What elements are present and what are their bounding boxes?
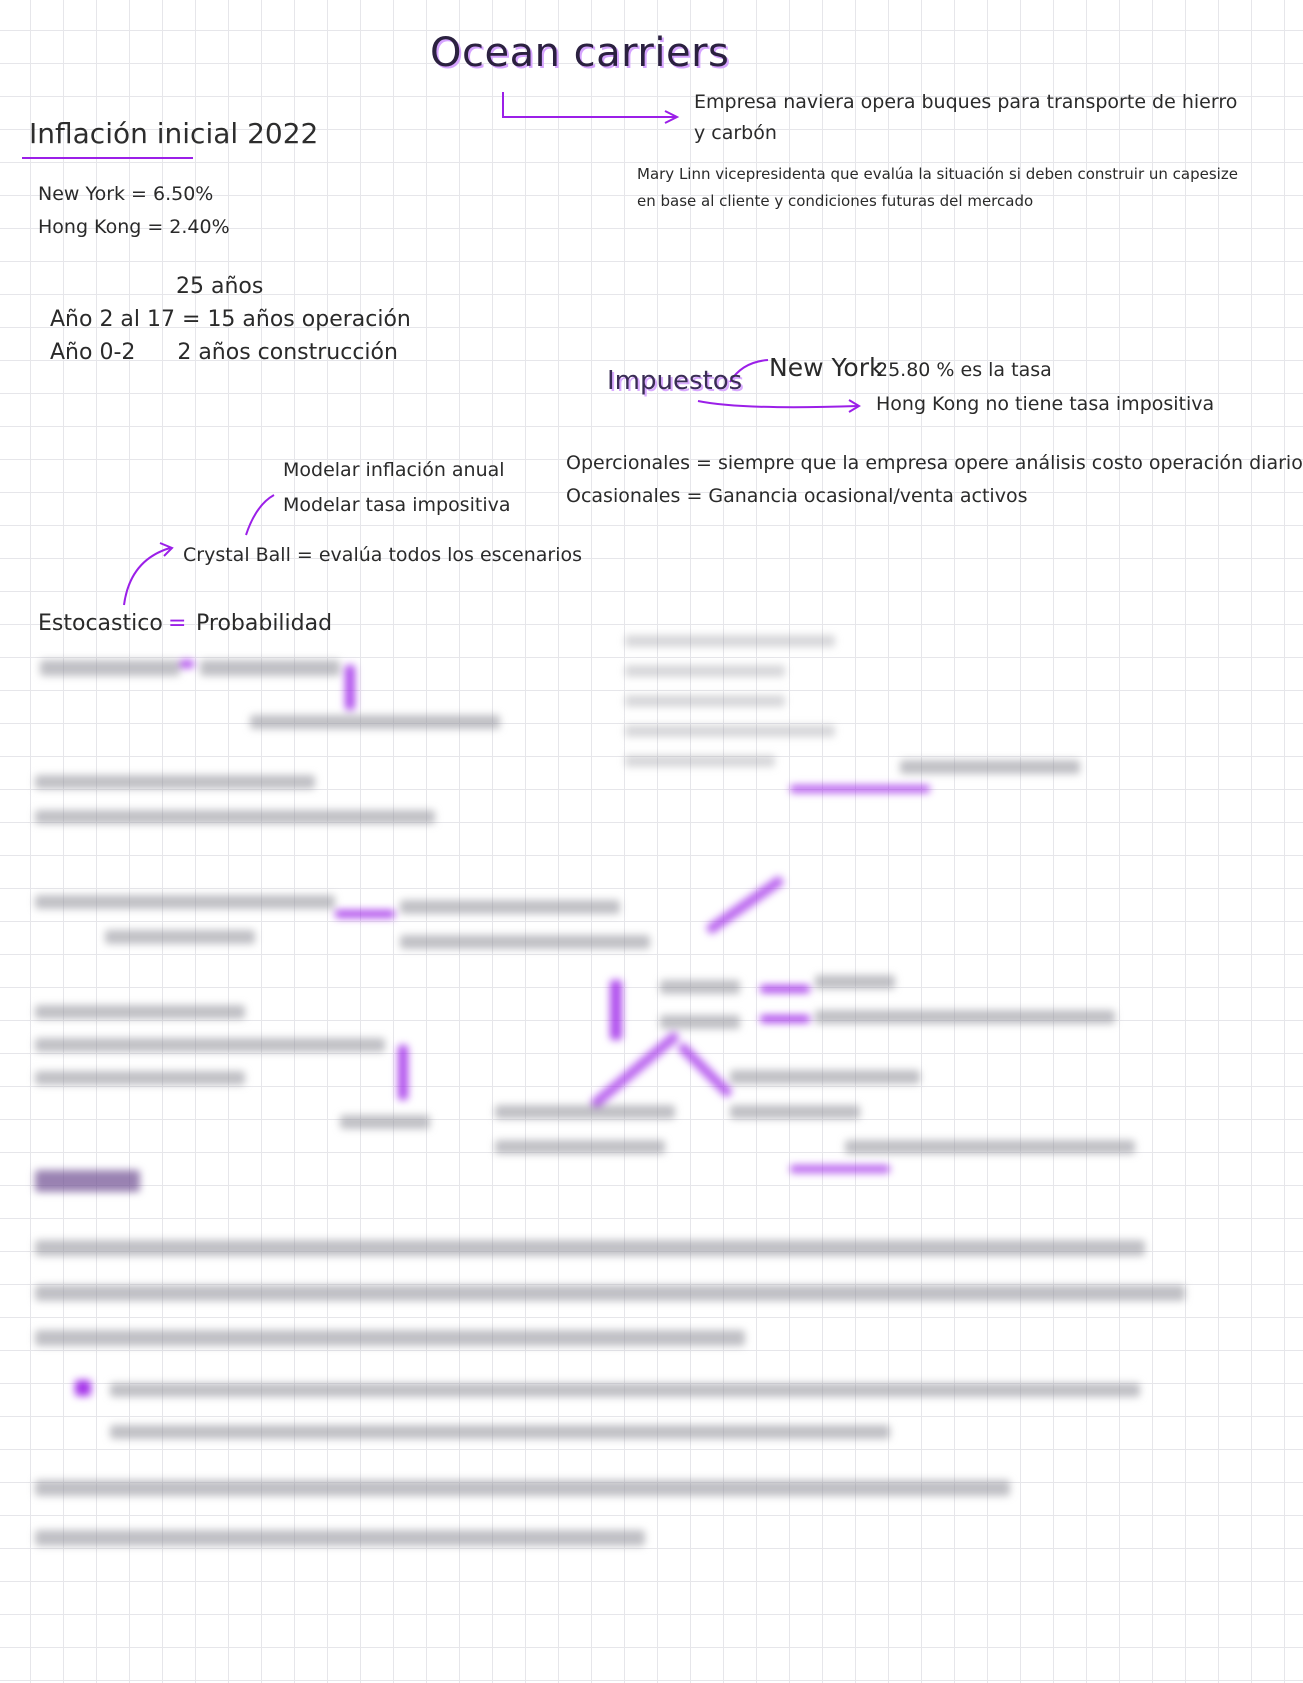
page-title: Ocean carriers [430,30,730,76]
estocastico-equals: = [168,611,187,636]
inflacion-ny: New York = 6.50% [38,183,214,205]
crystal-modelar-tasa: Modelar tasa impositiva [283,494,511,516]
impuestos-hk: Hong Kong no tiene tasa impositiva [876,393,1215,415]
impuestos-opercionales: Opercionales = siempre que la empresa opere análisis costo operación diario [566,452,1303,474]
estocastico-probabilidad: Probabilidad [196,611,333,636]
anos-construccion: Año 0-2 2 años construcción [50,340,398,365]
intro-line-1: Empresa naviera opera buques para transporte de hierro [694,91,1238,113]
inflacion-hk: Hong Kong = 2.40% [38,216,230,238]
crystal-ball: Crystal Ball = evalúa todos los escenarios [183,544,583,566]
anos-total: 25 años [176,274,264,299]
estocastico-label: Estocastico [38,611,163,636]
obscured-notes-region [0,625,1190,1683]
intro-line-2: y carbón [694,122,777,144]
anos-operacion: Año 2 al 17 = 15 años operación [50,307,411,332]
mary-line-1: Mary Linn vicepresidenta que evalúa la situación si deben construir un capesize [637,165,1238,183]
mary-line-2: en base al cliente y condiciones futuras del mercado [637,192,1034,210]
inflacion-heading: Inflación inicial 2022 [29,117,319,150]
impuestos-heading: Impuestos [607,366,743,396]
impuestos-ny-rate: 25.80 % es la tasa [876,359,1052,381]
impuestos-ny: New York [769,353,884,382]
crystal-modelar-inflacion: Modelar inflación anual [283,459,505,481]
impuestos-ocasionales: Ocasionales = Ganancia ocasional/venta activos [566,485,1028,507]
